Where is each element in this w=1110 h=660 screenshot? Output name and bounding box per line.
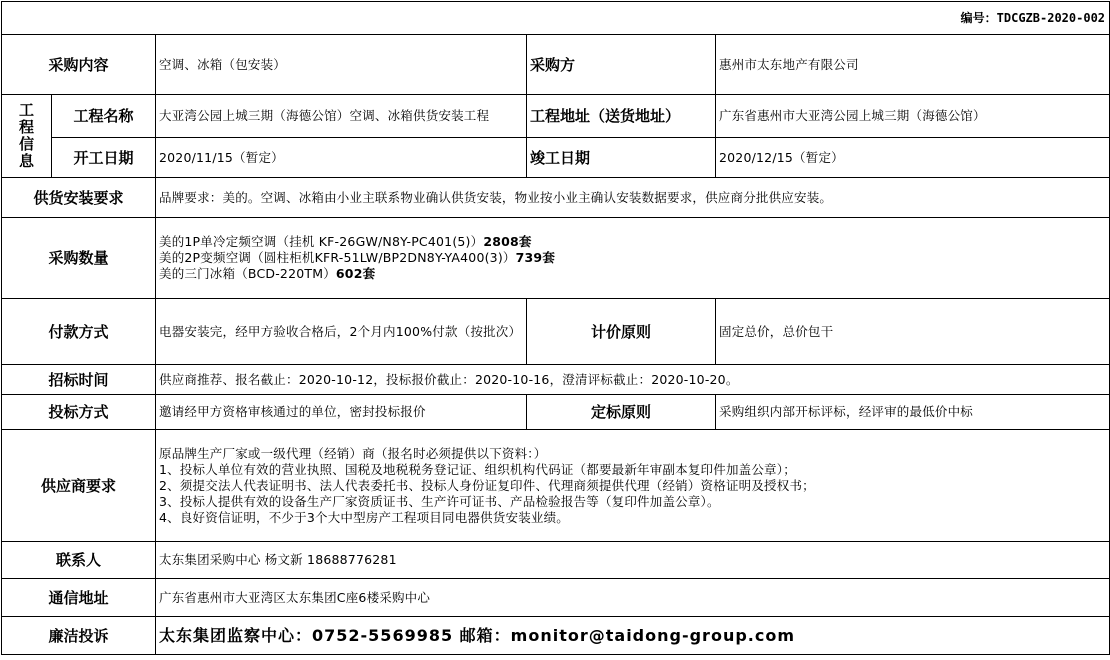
contact-label: 联系人 xyxy=(2,542,156,579)
requirement-line: 3、投标人提供有效的设备生产厂家资质证书、生产许可证书、产品检验报告等（复印件加盖公章）。 xyxy=(159,493,720,509)
content-row xyxy=(2,35,1110,95)
payment-label: 付款方式 xyxy=(2,299,156,365)
buyer-label: 采购方 xyxy=(527,35,716,95)
requirement-line: 原品牌生产厂家或一级代理（经销）商（报名时必须提供以下资料：） xyxy=(159,445,547,461)
document-number: 编号：TDCGZB-2020-002 xyxy=(2,2,1110,35)
project-name-row xyxy=(2,95,1110,138)
content-label: 采购内容 xyxy=(2,35,156,95)
project-address-label: 工程地址（送货地址） xyxy=(527,95,716,138)
supply-requirement-label: 供货安装要求 xyxy=(2,178,156,218)
end-date-value: 2020/12/15（暂定） xyxy=(716,138,1110,178)
supply-requirement-value: 品牌要求：美的。空调、冰箱由小业主联系物业确认供货安装，物业按小业主确认安装数据要求，供应商分批供应安装。 xyxy=(156,178,1110,218)
bid-method-label: 投标方式 xyxy=(2,395,156,430)
award-value: 采购组织内部开标评标，经评审的最低价中标 xyxy=(716,395,1110,430)
start-date-value: 2020/11/15（暂定） xyxy=(156,138,527,178)
contact-row xyxy=(2,542,1110,579)
contact-value: 太东集团采购中心 杨文新 18688776281 xyxy=(156,542,1110,579)
complaint-row xyxy=(2,617,1110,655)
doc-code-row xyxy=(2,2,1110,35)
project-info-label: 工 程 信 息 xyxy=(2,95,52,178)
requirement-line: 2、须提交法人代表证明书、法人代表委托书、投标人身份证复印件、代理商须提供代理（经销）资格证明及授权书； xyxy=(159,477,815,493)
address-value: 广东省惠州市大亚湾区太东集团C座6楼采购中心 xyxy=(156,579,1110,617)
requirement-line: 1、投标人单位有效的营业执照、国税及地税税务登记证、组织机构代码证（都要最新年审副本复印件加盖公章）； xyxy=(159,461,796,477)
procurement-table xyxy=(1,1,1110,655)
buyer-value: 惠州市太东地产有限公司 xyxy=(716,35,1110,95)
dates-row xyxy=(2,138,1110,178)
quantity-list xyxy=(156,218,1110,299)
complaint-value: 太东集团监察中心：0752-5569985 邮箱：monitor@taidong-group.com xyxy=(156,617,1110,655)
quantity-item: 美的2P变频空调（圆柱柜机KFR-51LW/BP2DN8Y-YA400(3)）739套 xyxy=(159,250,556,265)
complaint-label: 廉洁投诉 xyxy=(2,617,156,655)
project-address-value: 广东省惠州市大亚湾公园上城三期（海德公馆） xyxy=(716,95,1110,138)
supplier-requirement-list xyxy=(156,430,1110,542)
content-value: 空调、冰箱（包安装） xyxy=(156,35,527,95)
bid-method-row xyxy=(2,395,1110,430)
payment-row xyxy=(2,299,1110,365)
quantity-label: 采购数量 xyxy=(2,218,156,299)
quantity-item: 美的1P单冷定频空调（挂机 KF-26GW/N8Y-PC401(5)）2808套 xyxy=(159,234,532,249)
project-name-label: 工程名称 xyxy=(52,95,156,138)
pricing-value: 固定总价，总价包干 xyxy=(716,299,1110,365)
quantity-row xyxy=(2,218,1110,299)
bid-time-row xyxy=(2,365,1110,395)
address-row xyxy=(2,579,1110,617)
bid-time-value: 供应商推荐、报名截止：2020-10-12，投标报价截止：2020-10-16，澄清评标截止：2020-10-20。 xyxy=(156,365,1110,395)
award-label: 定标原则 xyxy=(527,395,716,430)
project-name-value: 大亚湾公园上城三期（海德公馆）空调、冰箱供货安装工程 xyxy=(156,95,527,138)
start-date-label: 开工日期 xyxy=(52,138,156,178)
bid-time-label: 招标时间 xyxy=(2,365,156,395)
supply-requirement-row xyxy=(2,178,1110,218)
address-label: 通信地址 xyxy=(2,579,156,617)
pricing-label: 计价原则 xyxy=(527,299,716,365)
quantity-item: 美的三门冰箱（BCD-220TM）602套 xyxy=(159,266,376,281)
requirement-line: 4、良好资信证明，不少于3个大中型房产工程项目同电器供货安装业绩。 xyxy=(159,509,570,525)
end-date-label: 竣工日期 xyxy=(527,138,716,178)
supplier-requirement-label: 供应商要求 xyxy=(2,430,156,542)
supplier-requirement-row xyxy=(2,430,1110,542)
bid-method-value: 邀请经甲方资格审核通过的单位，密封投标报价 xyxy=(156,395,527,430)
payment-value: 电器安装完，经甲方验收合格后，2个月内100%付款（按批次） xyxy=(156,299,527,365)
